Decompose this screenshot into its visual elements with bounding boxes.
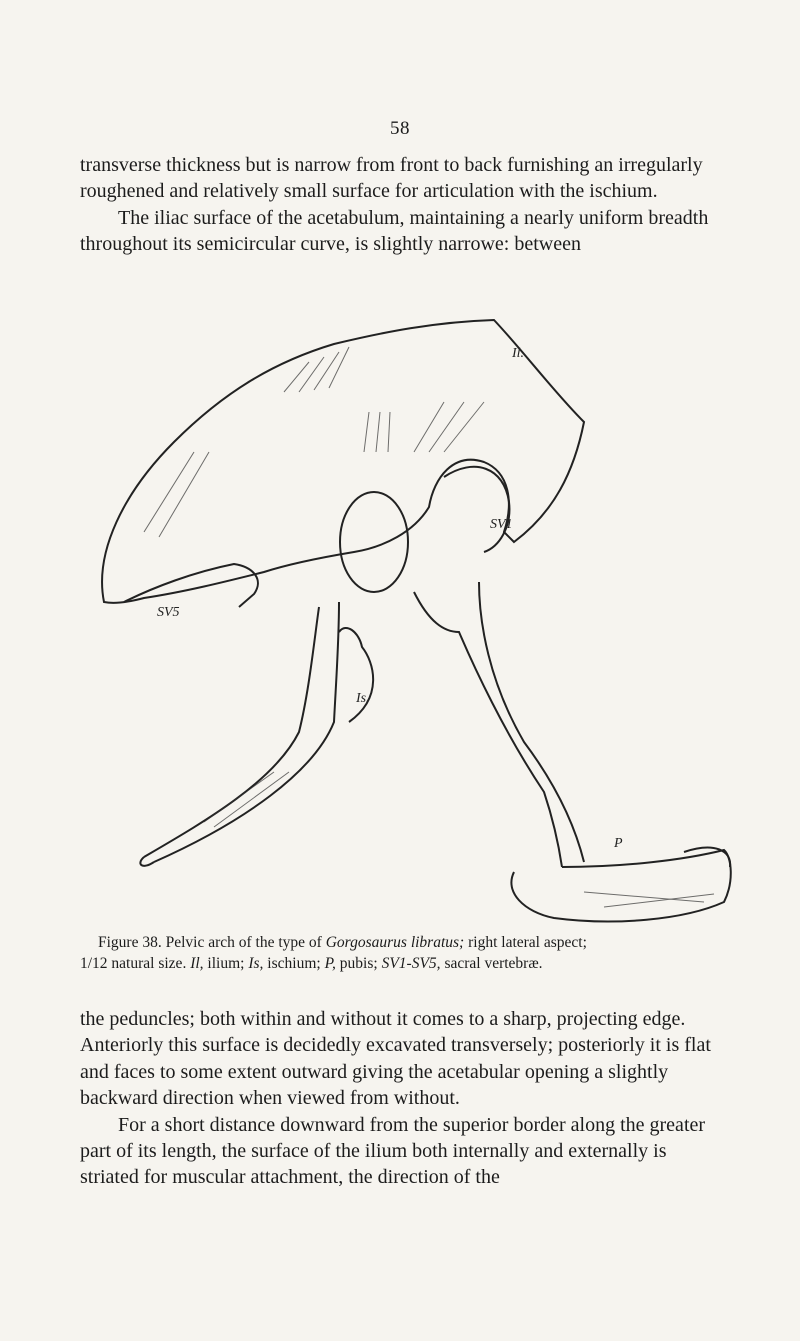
caption-legend-p: P, (324, 955, 336, 972)
caption-title-pre: Pelvic arch of the type of (165, 934, 322, 951)
caption-title-post: right lateral aspect; (468, 934, 587, 951)
caption-legend-p-text: pubis; (339, 955, 378, 972)
caption-legend-is: Is, (248, 955, 264, 972)
top-text-block (80, 152, 726, 258)
caption-line-1 (80, 932, 730, 953)
caption-legend-il: Il, (190, 955, 204, 972)
label-sv5: SV5 (157, 605, 180, 620)
paragraph-striations: For a short distance downward from the superior border along the greater part of its length, the surface of the ilium both internally and externally is striated for muscular attachment, the direction of the (80, 1113, 706, 1189)
label-ilium: Il. (512, 346, 525, 361)
caption-scale: 1/12 natural size. (80, 955, 187, 972)
page-number: 58 (390, 118, 410, 139)
label-sv1: SV1 (490, 517, 513, 532)
caption-legend-sv: SV1-SV5, (381, 955, 441, 972)
figure-38 (84, 302, 734, 932)
caption-line-2 (80, 953, 730, 974)
paragraph-acetabulum: The iliac surface of the acetabulum, maintaining a nearly uniform breadth throughout its semicircular curve, is slightly narrowe: between (80, 206, 709, 256)
caption-legend-is-text: ischium; (267, 955, 321, 972)
caption-legend-sv-text: sacral vertebræ. (444, 955, 543, 972)
label-ischium: Is. (356, 691, 370, 706)
figure-caption (80, 932, 730, 974)
paragraph-peduncles: the peduncles; both within and without it comes to a sharp, projecting edge. Anteriorly this surface is decidedly excavated transversely; posteriorly it is flat and faces to some extent outward giving the acetabular opening a slightly backward direction when viewed from without. (80, 1008, 711, 1110)
caption-species: Gorgosaurus libratus; (325, 934, 465, 951)
bottom-text-block (80, 1006, 726, 1191)
paragraph-continuation: transverse thickness but is narrow from front to back furnishing an irregularly roughened and relatively small surface for articulation with the ischium. (80, 154, 703, 203)
caption-figure-number: Figure 38. (98, 934, 162, 951)
pelvic-arch-illustration (84, 302, 734, 932)
caption-legend-il-text: ilium; (207, 955, 245, 972)
label-pubis: P (614, 836, 623, 851)
